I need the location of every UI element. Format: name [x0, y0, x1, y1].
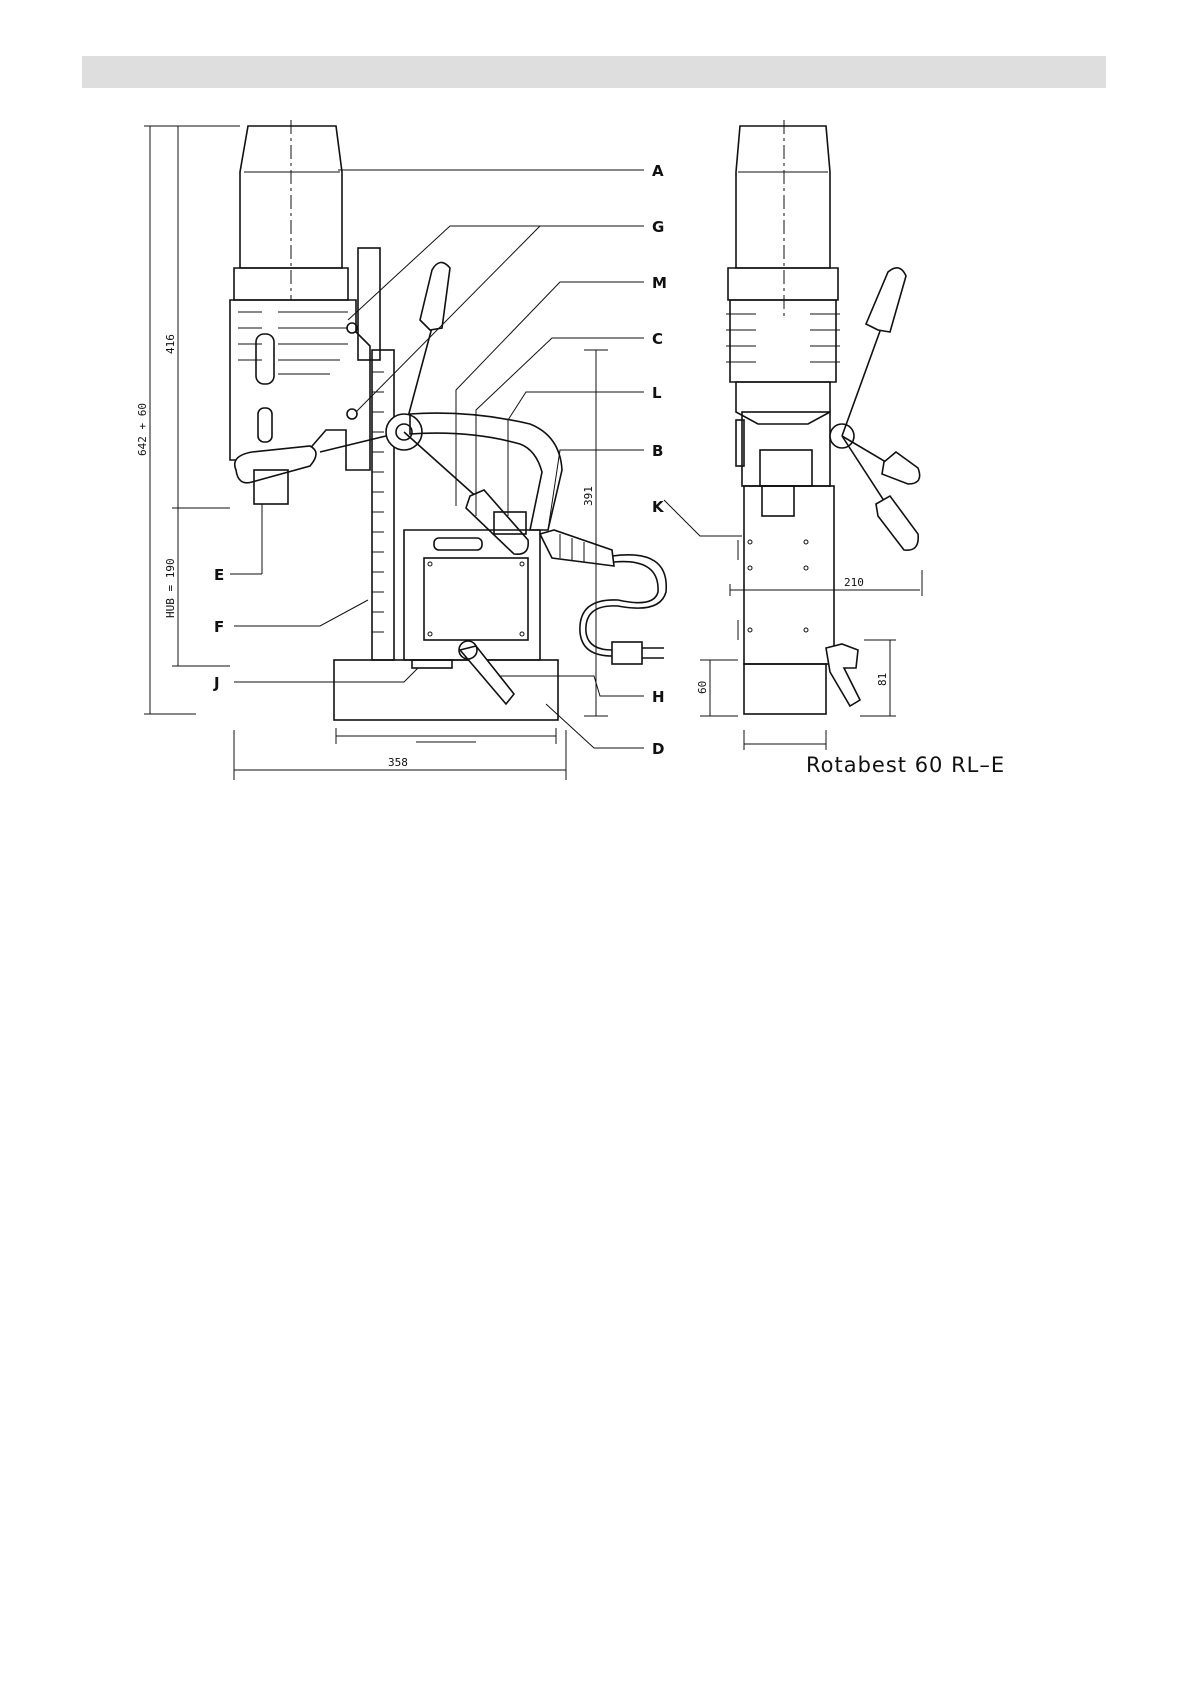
- column: [372, 350, 394, 660]
- left-grip: [235, 446, 316, 483]
- cable-relief: [540, 530, 614, 566]
- label-m: M: [652, 274, 667, 292]
- label-a: A: [652, 162, 664, 180]
- dim-upper-height: 416: [164, 334, 177, 354]
- base-lever: [460, 646, 514, 704]
- plug: [612, 642, 642, 664]
- label-l: L: [652, 384, 662, 402]
- label-k: K: [652, 498, 664, 516]
- switch-panel: [434, 538, 482, 550]
- side-view: [230, 120, 666, 720]
- label-e: E: [214, 566, 225, 584]
- dim-foot-width: 81: [876, 672, 889, 686]
- crank-handle-upper: [420, 262, 450, 330]
- label-g: G: [652, 218, 665, 236]
- magnet-base: [334, 660, 558, 720]
- model-name: Rotabest 60 RL–E: [806, 753, 1006, 777]
- label-j: J: [214, 674, 220, 692]
- dim-stroke: HUB = 190: [164, 558, 177, 618]
- dim-column-height: 391: [582, 486, 595, 506]
- dim-foot-height: 60: [696, 680, 709, 694]
- dim-total-height: 642 + 60: [136, 403, 149, 456]
- label-h: H: [652, 688, 665, 706]
- nameplate: [424, 558, 528, 640]
- crank-handle-lower: [466, 490, 528, 554]
- label-c: C: [652, 330, 664, 348]
- dim-base-length: 358: [388, 756, 408, 769]
- label-d: D: [652, 740, 665, 758]
- dim-width-side: 210: [844, 576, 864, 589]
- label-b: B: [652, 442, 664, 460]
- front-view: [726, 120, 920, 714]
- label-f: F: [214, 618, 225, 636]
